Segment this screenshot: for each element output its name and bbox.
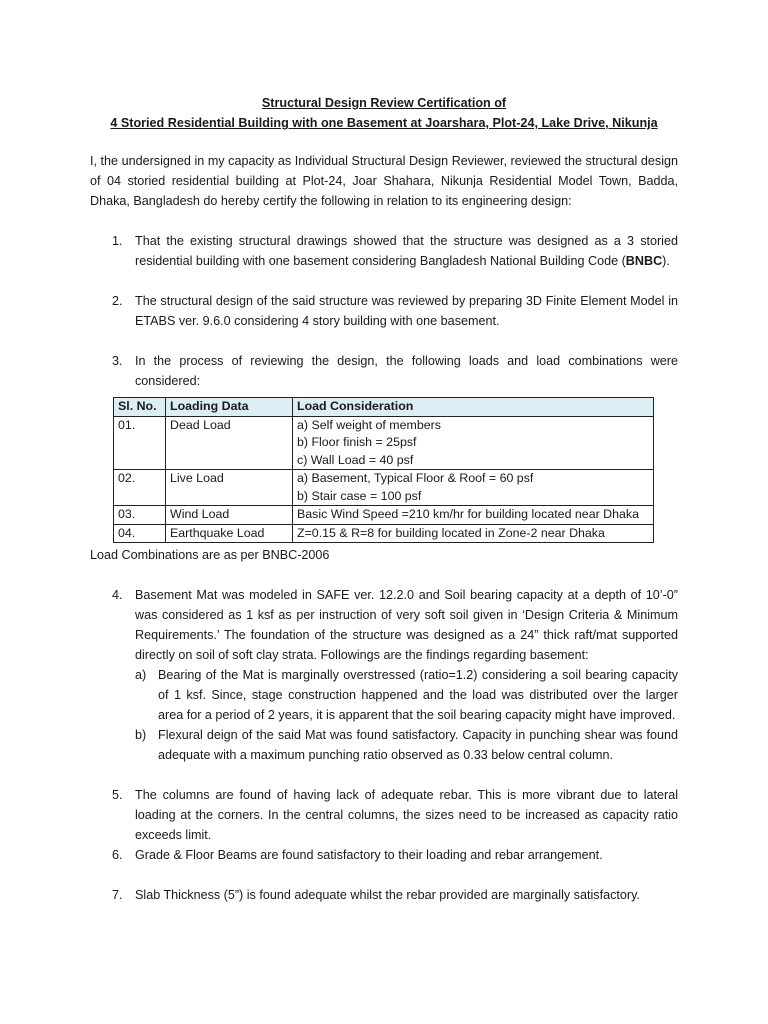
list-number: 4. bbox=[112, 588, 123, 602]
sub-item-a bbox=[90, 665, 678, 725]
item-text-end: ). bbox=[662, 254, 670, 268]
sub-number: a) bbox=[135, 668, 147, 682]
cell-data: Earthquake Load bbox=[166, 524, 293, 543]
consideration-line: a) Self weight of members bbox=[297, 417, 441, 432]
list-item-2 bbox=[90, 291, 678, 331]
item-text: In the process of reviewing the design, the following loads and load combinations were considered: bbox=[135, 354, 678, 388]
item-text: Grade & Floor Beams are found satisfactory to their loading and rebar arrangement. bbox=[135, 848, 603, 862]
table-row bbox=[114, 470, 654, 506]
item-text: The columns are found of having lack of adequate rebar. This is more vibrant due to lateral loading at the corners. In the central columns, the sizes need to be increased as capacity ratio exceeds limit. bbox=[135, 788, 678, 842]
header-sl-no: Sl. No. bbox=[114, 398, 166, 417]
list-item-1 bbox=[90, 231, 678, 271]
sub-item-text: Bearing of the Mat is marginally overstressed (ratio=1.2) considering a soil bearing capacity of 1 ksf. Since, stage construction happened and the load was distributed over the larger area for a period of 2 years, it is apparent that the soil bearing capacity might have improved. bbox=[158, 668, 678, 722]
cell-consideration: Basic Wind Speed =210 km/hr for building located near Dhaka bbox=[293, 506, 654, 525]
table-header-row bbox=[114, 398, 654, 417]
item-text: The structural design of the said structure was reviewed by preparing 3D Finite Element Model in ETABS ver. 9.6.0 considering 4 story building with one basement. bbox=[135, 294, 678, 328]
list-number: 2. bbox=[112, 294, 123, 308]
consideration-line: b) Floor finish = 25psf bbox=[297, 435, 417, 449]
header-loading-data: Loading Data bbox=[166, 398, 293, 417]
cell-sl: 02. bbox=[114, 470, 166, 506]
cell-sl: 01. bbox=[114, 416, 166, 470]
load-combinations-note: Load Combinations are as per BNBC-2006 bbox=[90, 548, 330, 562]
list-item-5 bbox=[90, 785, 678, 845]
cell-data: Wind Load bbox=[166, 506, 293, 525]
list-item-4 bbox=[90, 585, 678, 765]
sub-item-text: Flexural deign of the said Mat was found satisfactory. Capacity in punching shear was found adequate with a maximum punching ratio observed as 0.33 below central column. bbox=[158, 728, 678, 762]
sub-item-b bbox=[90, 725, 678, 765]
title-line-1: Structural Design Review Certification of bbox=[261, 96, 507, 110]
list-item-7 bbox=[90, 885, 678, 905]
list-item-3 bbox=[90, 351, 678, 391]
list-item-6 bbox=[90, 845, 678, 865]
cell-data: Dead Load bbox=[166, 416, 293, 470]
item-text: That the existing structural drawings showed that the structure was designed as a 3 storied residential building with one basement considering Bangladesh National Building Code ( bbox=[135, 234, 678, 268]
consideration-line: c) Wall Load = 40 psf bbox=[297, 452, 414, 467]
cell-consideration bbox=[293, 416, 654, 470]
list-number: 5. bbox=[112, 788, 123, 802]
table-row bbox=[114, 416, 654, 470]
cell-consideration bbox=[293, 470, 654, 506]
cell-consideration: Z=0.15 & R=8 for building located in Zone-2 near Dhaka bbox=[293, 524, 654, 543]
table-row bbox=[114, 506, 654, 525]
sub-number: b) bbox=[135, 728, 147, 742]
findings-list bbox=[90, 231, 678, 391]
header-load-consideration: Load Consideration bbox=[293, 398, 654, 417]
cell-data: Live Load bbox=[166, 470, 293, 506]
intro-paragraph: I, the undersigned in my capacity as Individual Structural Design Reviewer, reviewed the structural design of 04 storied residential building at Plot-24, Joar Shahara, Nikunja Residential Model Town, Badda, Dhaka, Bangladesh do hereby certify the following in relation to its engineering design: bbox=[90, 154, 678, 208]
consideration-line: a) Basement, Typical Floor & Roof = 60 psf bbox=[297, 471, 534, 485]
table-row bbox=[114, 524, 654, 543]
item-text: Basement Mat was modeled in SAFE ver. 12.2.0 and Soil bearing capacity at a depth of 10’-0” was considered as 1 ksf as per instruction of very soft soil given in ‘Design Criteria & Minimum Requirements.’ The foundation of the structure was designed as a 24” thick raft/mat supported directly on soil of soft clay strata. Followings are the findings regarding basement: bbox=[135, 588, 678, 662]
load-table bbox=[113, 397, 654, 543]
findings-list-continued bbox=[90, 585, 678, 905]
list-number: 3. bbox=[112, 354, 123, 368]
cell-sl: 04. bbox=[114, 524, 166, 543]
list-number: 7. bbox=[112, 888, 123, 902]
title-line-2: 4 Storied Residential Building with one Basement at Joarshara, Plot-24, Lake Drive, Nikunja bbox=[110, 116, 658, 130]
list-number: 6. bbox=[112, 848, 123, 862]
consideration-line: b) Stair case = 100 psf bbox=[297, 488, 422, 503]
cell-sl: 03. bbox=[114, 506, 166, 525]
item-text: Slab Thickness (5”) is found adequate whilst the rebar provided are marginally satisfactory. bbox=[135, 888, 640, 902]
list-number: 1. bbox=[112, 234, 123, 248]
bnbc-bold: BNBC bbox=[625, 254, 663, 268]
document-page bbox=[90, 93, 678, 905]
